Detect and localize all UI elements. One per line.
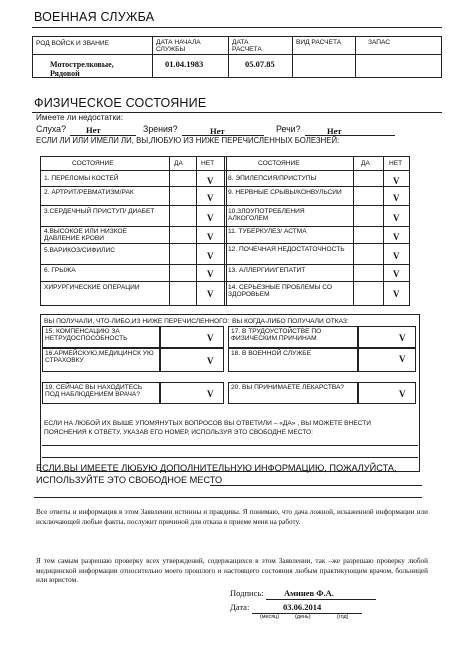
- mark-19: V: [207, 389, 214, 399]
- mark-no-12: V: [393, 251, 400, 261]
- mark-no-10: V: [393, 213, 400, 223]
- diseases-col-yes-left: ДА: [174, 160, 183, 167]
- military-header-type: ВИД РАСЧЕТА: [296, 39, 342, 46]
- disease-4: 4.ВЫСОКОЕ ИЛИ НИЗКОЕ ДАВЛЕНИЕ КРОВИ: [44, 228, 128, 243]
- mark-no-4: V: [207, 232, 214, 242]
- declaration-paragraph-2: Я тем самым разрешаю проверку всех утверждений, содержащихся в этом Заявлении, так –же разрешаю проверку любой медицинской информации относительно моего прошлого и настоящего состояния любым практикующим врачом, больницей или юристом.: [36, 557, 428, 585]
- mark-no-7: V: [207, 289, 214, 299]
- mark-17: V: [399, 333, 406, 343]
- military-header-reserve: ЗАПАС: [368, 39, 391, 46]
- physical-section-title: ФИЗИЧЕСКОЕ СОСТОЯНИЕ: [34, 96, 207, 110]
- speech-label: Речи?: [276, 124, 301, 134]
- year-caption: (год): [337, 614, 349, 620]
- disease-5: 5.ВАРИКОЗ/СИФИЛИС: [44, 247, 116, 254]
- explanation-note: ЕСЛИ НА ЛЮБОЙ ИХ ВЫШЕ УПОМЯНУТЫХ ВОПРОСОВ ВЫ ОТВЕТИЛИ – «ДА» , ВЫ МОЖЕТЕ ВНЕСТИ ПОЯСНЕНИЯ К ОТВЕТУ, УКАЗАВ ЕГО НОМЕР, ИСПОЛЬЗУЯ ЭТО СВОБОДНЕ МЕСТО:: [44, 420, 372, 436]
- mark-18: V: [399, 354, 406, 364]
- mark-no-1: V: [207, 176, 214, 186]
- refusal-header: ВЫ КОГДА-ЛИБО ПОЛУЧАЛИ ОТКАЗ:: [232, 318, 349, 325]
- disease-1: 1. ПЕРЕЛОМЫ КОСТЕЙ: [44, 175, 119, 182]
- date-label: Дата:: [230, 602, 250, 612]
- military-start-value: 01.04.1983: [165, 59, 204, 69]
- hearing-label: Слуха?: [36, 124, 66, 134]
- disease-13: 13. АЛЛЕРГИИ/ГЕПАТИТ: [228, 267, 306, 274]
- benefit-15: 15. КОМПЕНСАЦИЮ ЗА НЕТРУДОСПОСОБНОСТЬ: [42, 326, 160, 348]
- benefit-19: 19. СЕЙЧАС ВЫ НАХОДИТЕСЬ ПОД НАБЛЮДЕНИЕМ ВРАЧА?: [42, 382, 160, 404]
- disease-2: 2. АРТРИТ/РЕВМАТИЗМ/РАК: [44, 189, 134, 196]
- diseases-question: ЕСЛИ ЛИ ИЛИ ИМЕЛИ ЛИ, ВЫ,ЛЮБУЮ ИЗ НИЖЕ ПЕРЕЧИСЛЕННЫХ БОЛЕЗНЕЙ:: [36, 136, 340, 145]
- speech-value: Нет: [327, 126, 342, 136]
- additional-info-line1: ЕСЛИ,ВЫ ИМЕЕТЕ ЛЮБУЮ ДОПОЛНИТЕЛЬНУЮ ИНФОРМАЦИЮ, ПОЖАЛУЙСТА,: [36, 463, 397, 473]
- mark-no-6: V: [207, 269, 214, 279]
- additional-info-line2: ИСПОЛЬЗУЙТЕ ЭТО СВОБОДНОЕ МЕСТО: [36, 475, 223, 485]
- military-title-rule: [32, 27, 442, 28]
- benefit-16: 16.АРМЕЙСКУЮ,МЕДИЦИНСК УЮ СТРАХОВКУ: [42, 348, 160, 372]
- mark-no-3: V: [207, 213, 214, 223]
- received-header: ВЫ ПОЛУЧАЛИ, ЧТО-ЛИБО,ИЗ НИЖЕ ПЕРЕЧИСЛЕННОГО:: [44, 318, 230, 325]
- vision-label: Зрения?: [143, 124, 178, 134]
- disease-10: 10.ЗЛОУПОТРЕБЛЕНИЯ АЛКОГОЛЕМ: [228, 208, 305, 223]
- diseases-col-yes-right: ДА: [361, 160, 370, 167]
- signature-label: Подпись:: [230, 588, 264, 598]
- diseases-col-condition-right: СОСТОЯНИЕ: [258, 160, 300, 167]
- date-value: 03.06.2014: [283, 602, 322, 612]
- refusal-18: 18. В ВОЕННОЙ СЛУЖБЕ: [228, 348, 358, 372]
- diseases-col-no-left: НЕТ: [201, 160, 215, 167]
- military-header-end: ДАТА РАСЧЕТА: [232, 39, 262, 54]
- mark-15: V: [207, 333, 214, 343]
- hearing-value: Нет: [86, 125, 101, 135]
- mark-no-13: V: [393, 269, 400, 279]
- diseases-col-condition-left: СОСТОЯНИЕ: [72, 160, 114, 167]
- mark-no-11: V: [393, 232, 400, 242]
- disease-14: 14. СЕРЬЕЗНЫЕ ПРОБЛЕМЫ СО ЗДОРОВЬЕМ: [228, 284, 333, 299]
- disease-6: 6. ГРЫЖА: [44, 267, 76, 274]
- mark-no-5: V: [207, 251, 214, 261]
- disease-3: 3.СЕРДЕЧНЫЙ ПРИСТУП/ ДИАБЕТ: [44, 208, 155, 215]
- day-caption: (день): [295, 614, 311, 620]
- refusal-17: 17. В ТРУДОУСТОЙСТВЕ ПО ФИЗИЧЕСКИМ ПРИЧИНАМ: [228, 326, 358, 348]
- mark-no-2: V: [207, 193, 214, 203]
- disease-12: 12. ПОЧЕЧНАЯ НЕДОСТАТОЧНОСТЬ: [228, 246, 345, 253]
- military-header-start: ДАТА НАЧАЛА СЛУЖБЫ: [156, 39, 201, 54]
- mark-no-9: V: [393, 193, 400, 203]
- declaration-paragraph-1: Все ответы и информация в этом Заявлении истинны и правдивы. Я понимаю, что дача ложной, искаженной информации или исключающей любые факты, послужит причиной для отказа в приеме меня на работу.: [36, 508, 428, 526]
- disease-9: 9. НЕРВНЫЕ СРЫВЫ/КОНВУЛЬСИИ: [228, 189, 342, 196]
- disease-7: ХИРУРГИЧЕСКИЕ ОПЕРАЦИИ: [44, 284, 140, 291]
- diseases-col-no-right: НЕТ: [389, 160, 403, 167]
- month-caption: (месяц): [260, 614, 279, 620]
- military-header-rule: [32, 54, 442, 55]
- mark-16: V: [207, 356, 214, 366]
- disease-8: 8. ЭПИЛЕПСИЯ/ПРИСТУПЫ: [228, 175, 317, 182]
- disease-11: 11. ТУБЕРКУЛЕЗ/ АСТМА: [228, 228, 307, 235]
- military-branch-value: Мотострелковые, Рядовой: [50, 60, 114, 78]
- mark-no-14: V: [393, 289, 400, 299]
- mark-no-8: V: [393, 176, 400, 186]
- refusal-20: 20. ВЫ ПРИНИМАЕТЕ ЛЕКАРСТВА?: [228, 382, 358, 404]
- defects-question: Имеете ли недостатки:: [36, 113, 123, 122]
- military-end-value: 05.07.85: [245, 59, 275, 69]
- signature-value: Аминев Ф.А.: [284, 588, 334, 598]
- mark-20: V: [399, 389, 406, 399]
- military-section-title: ВОЕННАЯ СЛУЖБА: [34, 10, 155, 24]
- vision-value: Нет: [210, 126, 225, 136]
- military-header-branch: РОД ВОЙСК И ЗВАНИЕ: [36, 40, 110, 47]
